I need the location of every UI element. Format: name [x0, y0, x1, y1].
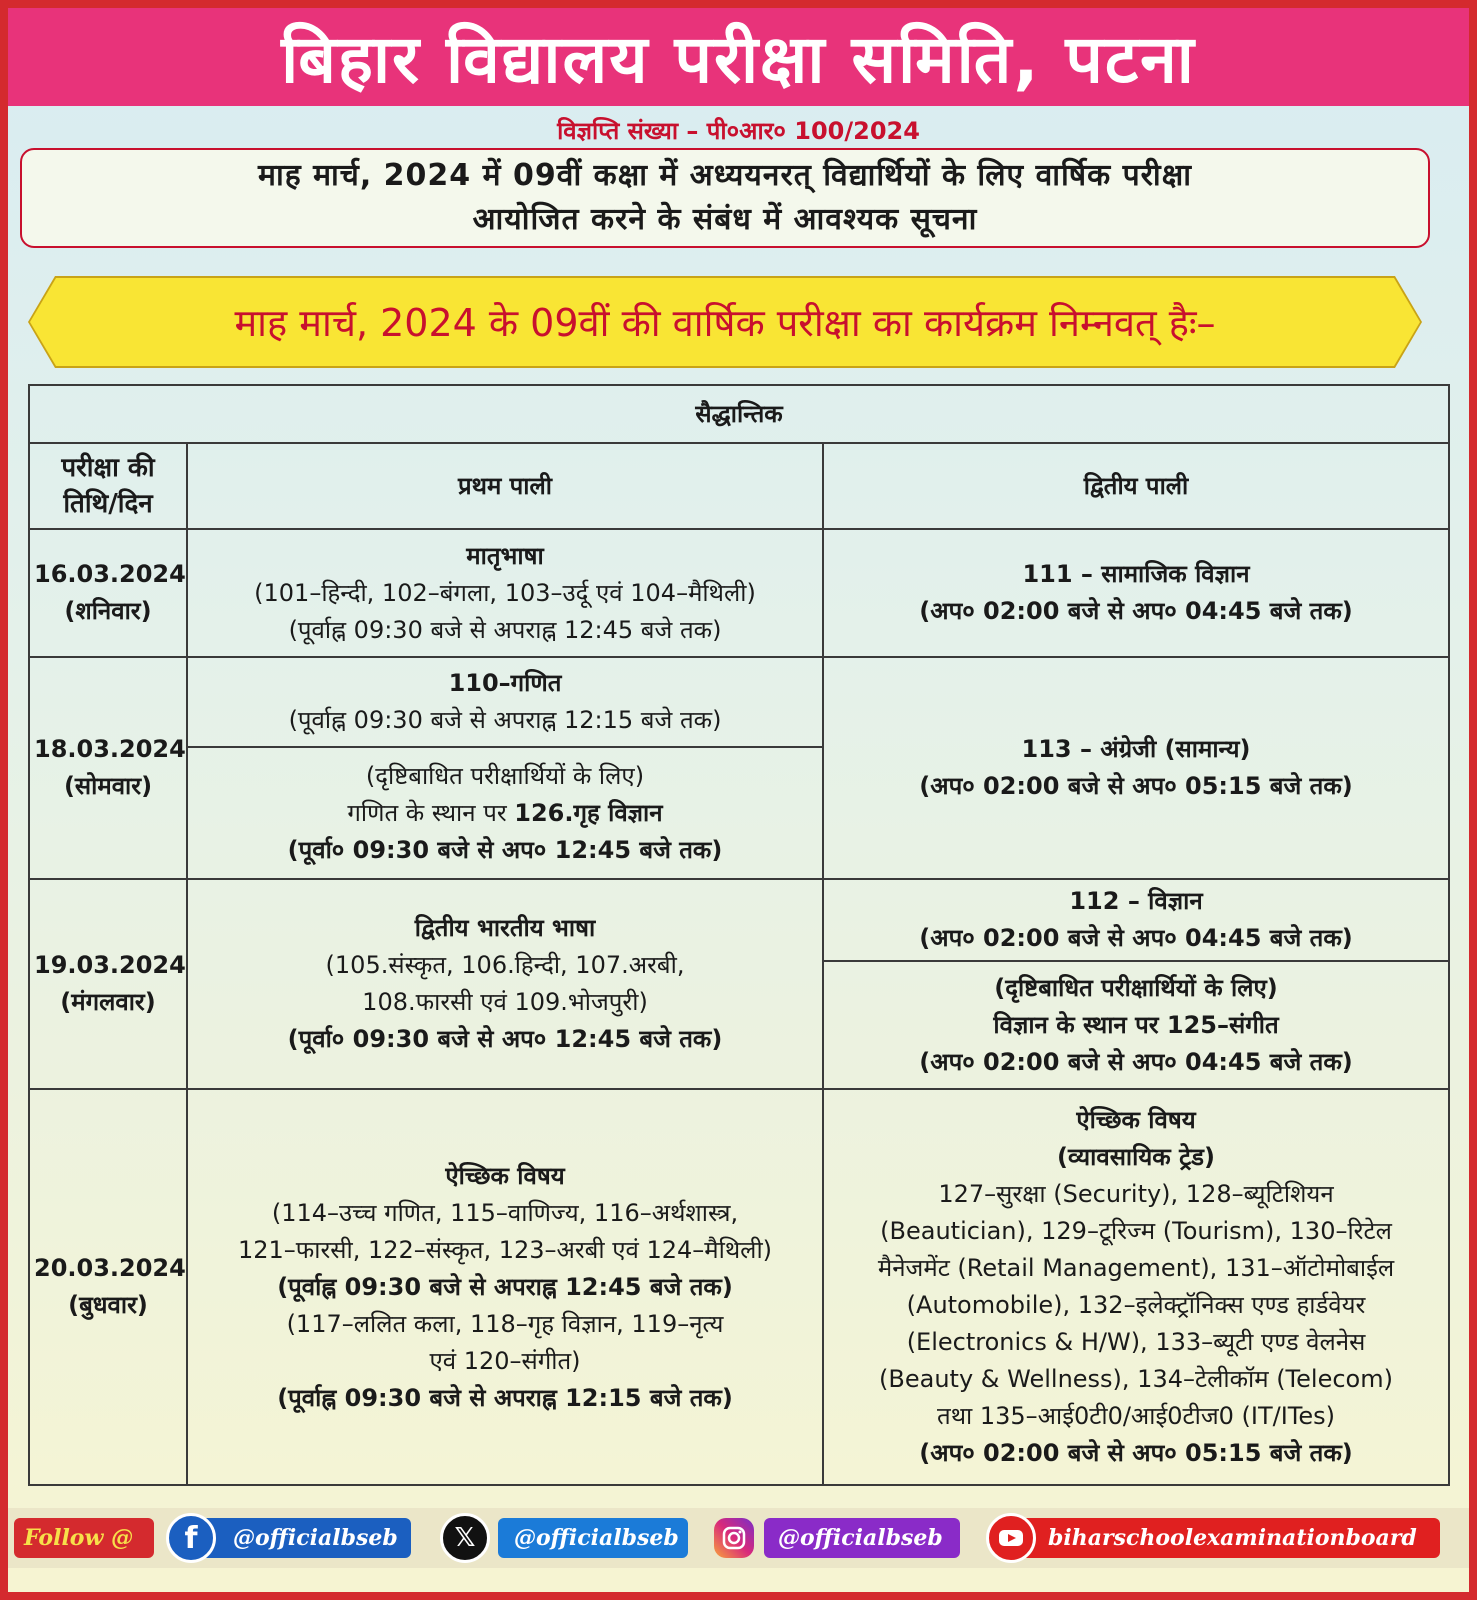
exam-time: (अप० 02:00 बजे से अप० 05:15 बजे तक) — [919, 772, 1353, 800]
section-title: सैद्धान्तिक — [29, 385, 1449, 443]
subject-subtitle: (व्यावसायिक ट्रेड) — [1057, 1143, 1215, 1171]
first-shift-cell — [187, 657, 823, 747]
notice-frame — [8, 8, 1469, 1592]
date-cell — [29, 529, 187, 657]
header-bar — [8, 8, 1469, 106]
trade-line: तथा 135–आई0टी0/आई0टीज0 (IT/ITes) — [937, 1402, 1336, 1430]
first-shift-cell — [187, 879, 823, 1089]
subject-name: 110–गणित — [448, 669, 562, 697]
table-row — [29, 657, 1449, 747]
follow-label: Follow @ — [14, 1518, 154, 1558]
facebook-icon[interactable]: f — [166, 1513, 216, 1563]
second-shift-cell — [823, 529, 1449, 657]
exam-time: (अप० 02:00 बजे से अप० 04:45 बजे तक) — [919, 597, 1353, 625]
subject-name: 111 – सामाजिक विज्ञान — [1022, 560, 1250, 588]
header-date-line2: तिथि/दिन — [63, 489, 153, 519]
subject-codes: (101–हिन्दी, 102–बंगला, 103–उर्दू एवं 104–मैथिली) — [254, 578, 756, 607]
table-row — [29, 529, 1449, 657]
trade-line: (Automobile), 132–इलेक्ट्रॉनिक्स एण्ड हार्डवेयर — [906, 1291, 1366, 1319]
exam-time: (पूर्वा० 09:30 बजे से अप० 12:45 बजे तक) — [287, 1025, 723, 1053]
exam-date: 18.03.2024 — [34, 735, 186, 763]
youtube-icon[interactable] — [986, 1513, 1036, 1563]
page-title: बिहार विद्यालय परीक्षा समिति, पटना — [281, 21, 1196, 98]
subject-codes-2-cont: एवं 120–संगीत) — [429, 1346, 581, 1375]
instagram-link[interactable] — [764, 1518, 960, 1558]
subject-codes-cont: 108.फारसी एवं 109.भोजपुरी) — [362, 988, 648, 1016]
header-date-line1: परीक्षा की — [61, 453, 155, 483]
trade-line: 127–सुरक्षा (Security), 128–ब्यूटिशियन — [938, 1180, 1334, 1208]
alt-subject-name: 126.गृह विज्ञान — [514, 798, 663, 827]
table-header-row — [29, 443, 1449, 529]
table-row — [29, 1089, 1449, 1485]
table-row — [29, 879, 1449, 961]
alt-subject-prefix: गणित के स्थान पर — [347, 798, 515, 827]
exam-time: (पूर्वाह्न 09:30 बजे से अपराह्न 12:45 बजे तक) — [277, 1272, 733, 1301]
header-date — [29, 443, 187, 529]
exam-day: (मंगलवार) — [60, 988, 156, 1016]
exam-date: 19.03.2024 — [34, 951, 186, 979]
second-shift-alt-cell — [823, 961, 1449, 1089]
subject-box — [20, 148, 1430, 248]
header-first-shift: प्रथम पाली — [187, 443, 823, 529]
exam-date: 20.03.2024 — [34, 1254, 186, 1282]
social-footer — [8, 1508, 1469, 1568]
subject-codes: (105.संस्कृत, 106.हिन्दी, 107.अरबी, — [325, 951, 685, 979]
facebook-link[interactable] — [193, 1518, 411, 1558]
youtube-handle: biharschoolexaminationboard — [1048, 1525, 1417, 1551]
subject-name: मातृभाषा — [466, 541, 544, 570]
x-handle: @officialbseb — [514, 1525, 679, 1551]
second-shift-cell — [823, 1089, 1449, 1485]
exam-day: (शनिवार) — [64, 597, 152, 625]
exam-time: (पूर्वाह्न 09:30 बजे से अपराह्न 12:15 बजे तक) — [288, 706, 722, 734]
facebook-handle: @officialbseb — [233, 1525, 398, 1551]
subject-codes: (114–उच्च गणित, 115–वाणिज्य, 116–अर्थशास्त्र, — [271, 1198, 739, 1227]
instagram-handle: @officialbseb — [778, 1525, 943, 1551]
banner-text: माह मार्च, 2024 के 09वीं की वार्षिक परीक्षा का कार्यक्रम निम्नवत् हैः– — [234, 301, 1216, 345]
exam-time: (अप० 02:00 बजे से अप० 04:45 बजे तक) — [919, 924, 1353, 952]
trade-line: (Electronics & H/W), 133–ब्यूटी एण्ड वेलनेस — [906, 1328, 1366, 1356]
alt-subject-line — [192, 795, 818, 832]
youtube-link[interactable] — [1020, 1518, 1440, 1558]
first-shift-cell — [187, 1089, 823, 1485]
subject-name: ऐच्छिक विषय — [445, 1161, 565, 1190]
exam-time: (पूर्वा० 09:30 बजे से अप० 12:45 बजे तक) — [287, 835, 723, 864]
subject-codes-cont: 121–फारसी, 122–संस्कृत, 123–अरबी एवं 124–मैथिली) — [237, 1235, 773, 1264]
exam-time: (पूर्वाह्न 09:30 बजे से अपराह्न 12:45 बजे तक) — [288, 615, 722, 644]
first-shift-alt-cell — [187, 747, 823, 879]
subject-codes-2: (117–ललित कला, 118–गृह विज्ञान, 119–नृत्य — [286, 1309, 724, 1338]
date-cell — [29, 1089, 187, 1485]
exam-time: (अप० 02:00 बजे से अप० 05:15 बजे तक) — [919, 1439, 1353, 1467]
exam-time-2: (पूर्वाह्न 09:30 बजे से अपराह्न 12:15 बजे तक) — [277, 1383, 733, 1412]
exam-date: 16.03.2024 — [34, 560, 186, 588]
instagram-glyph — [721, 1525, 747, 1551]
instagram-icon[interactable] — [714, 1518, 754, 1558]
exam-time: (अप० 02:00 बजे से अप० 04:45 बजे तक) — [919, 1047, 1353, 1076]
first-shift-cell — [187, 529, 823, 657]
subject-name: द्वितीय भारतीय भाषा — [414, 914, 596, 942]
trade-line: (Beautician), 129–टूरिज्म (Tourism), 130–रिटेल — [880, 1217, 1392, 1245]
alt-subject-line: विज्ञान के स्थान पर 125–संगीत — [993, 1010, 1279, 1039]
subject-name: 113 – अंग्रेजी (सामान्य) — [1021, 735, 1251, 763]
date-cell — [29, 657, 187, 879]
subject-name: ऐच्छिक विषय — [1076, 1106, 1196, 1134]
youtube-glyph — [998, 1528, 1024, 1548]
date-cell — [29, 879, 187, 1089]
trade-line: मैनेजमेंट (Retail Management), 131–ऑटोमोबाईल — [877, 1254, 1395, 1282]
subject-line-1: माह मार्च, 2024 में 09वीं कक्षा में अध्ययनरत् विद्यार्थियों के लिए वार्षिक परीक्षा — [258, 158, 1192, 193]
second-shift-cell — [823, 657, 1449, 879]
exam-day: (सोमवार) — [63, 772, 153, 800]
x-icon[interactable]: 𝕏 — [440, 1513, 490, 1563]
header-second-shift: द्वितीय पाली — [823, 443, 1449, 529]
exam-day: (बुधवार) — [68, 1291, 148, 1319]
exam-schedule-table — [28, 384, 1450, 1486]
subject-line-2: आयोजित करने के संबंध में आवश्यक सूचना — [472, 202, 978, 237]
table-section-row — [29, 385, 1449, 443]
second-shift-cell — [823, 879, 1449, 961]
notice-number: विज्ञप्ति संख्या – पी०आर० 100/2024 — [557, 117, 920, 145]
subject-name: 112 – विज्ञान — [1069, 887, 1203, 915]
alt-note: (दृष्टिबाधित परीक्षार्थियों के लिए) — [365, 761, 645, 790]
alt-note: (दृष्टिबाधित परीक्षार्थियों के लिए) — [994, 973, 1278, 1002]
trade-line: (Beauty & Wellness), 134–टेलीकॉम (Telecom) — [879, 1365, 1393, 1393]
x-link[interactable] — [498, 1518, 688, 1558]
